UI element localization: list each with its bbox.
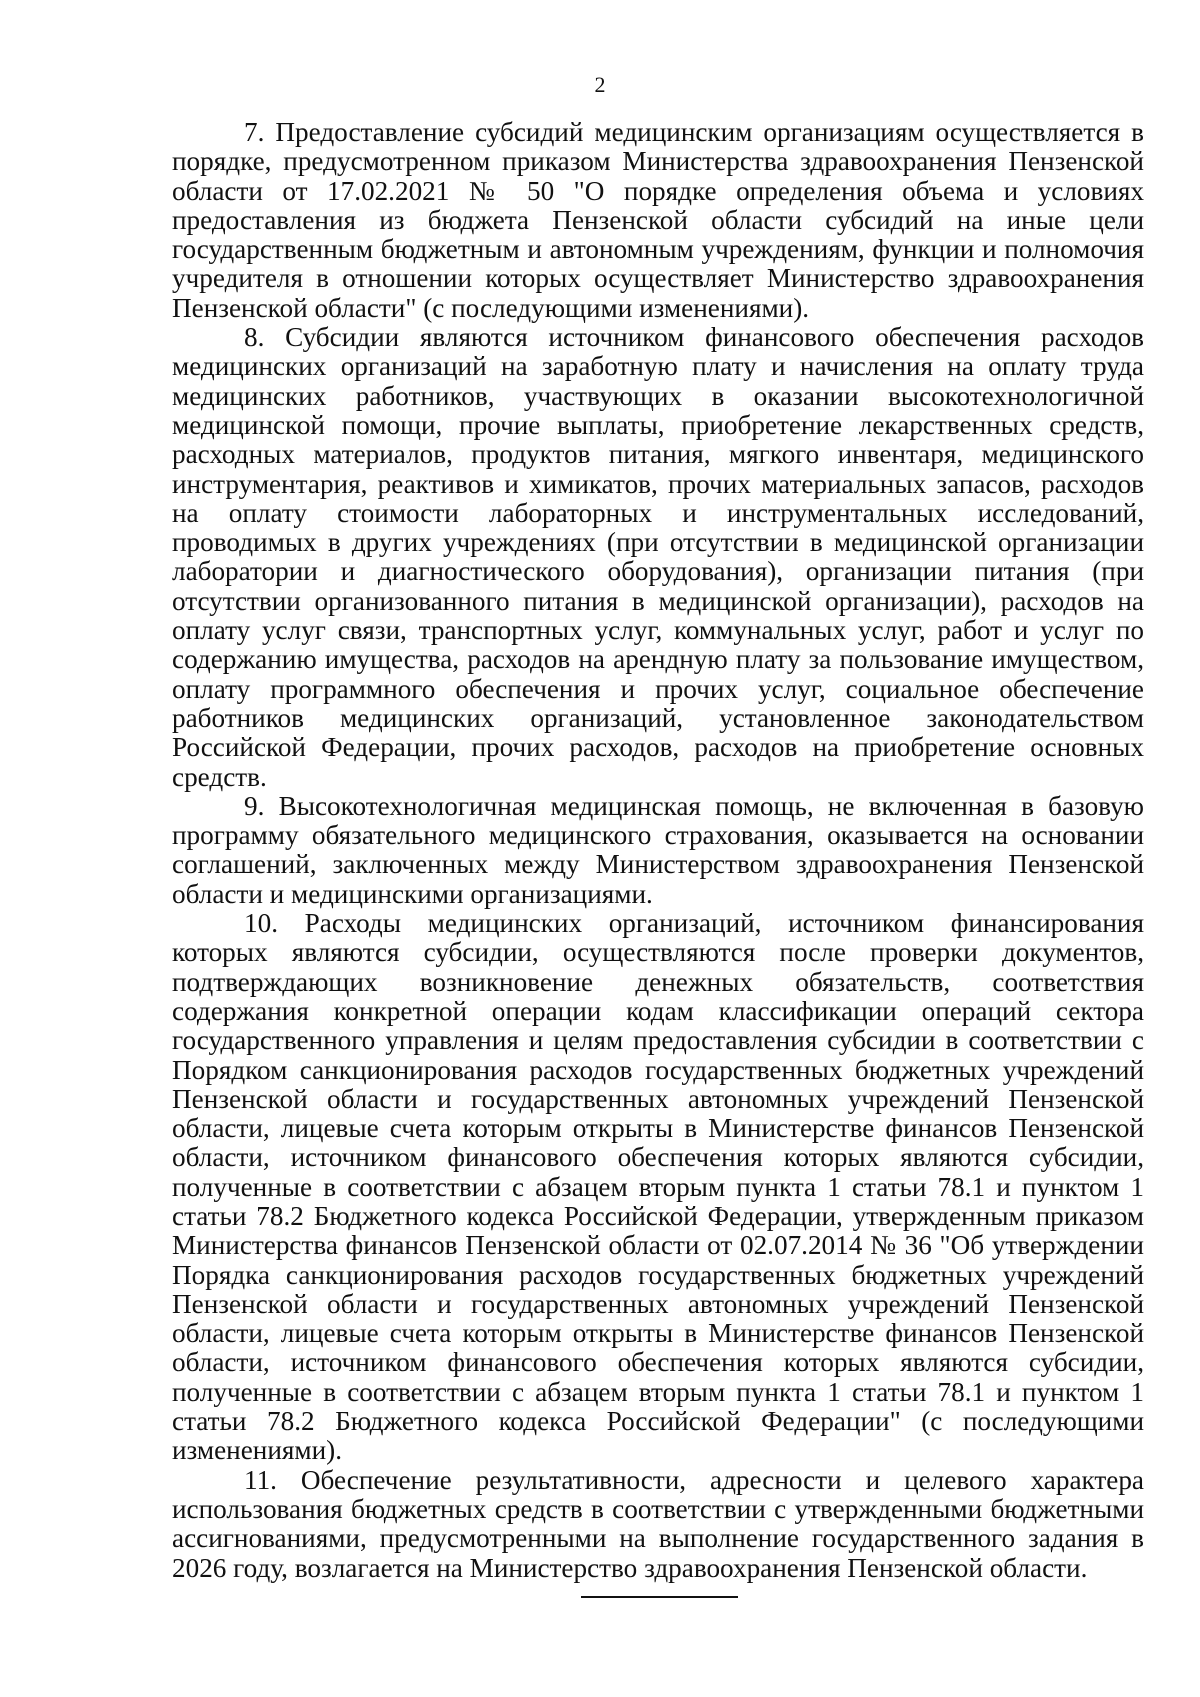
paragraph-10: 10. Расходы медицинских организаций, источником финансирования которых являются субсидии, осуществляются после проверки документов, подтверждающих возникновение денежных обязательств, соответствия содержания конкретной операции кодам классификации операций сектора государственного управления и целям предоставления субсидии в соответствии с Порядком санкционирования расходов государственных бюджетных учреждений Пензенской области и государственных автономных учреждений Пензенской области, лицевые счета которым открыты в Министерстве финансов Пензенской области, источником финансового обеспечения которых являются субсидии, полученные в соответствии с абзацем вторым пункта 1 статьи 78.1 и пунктом 1 статьи 78.2 Бюджетного кодекса Российской Федерации, утвержденным приказом Министерства финансов Пензенской области от 02.07.2014 № 36 "Об утверждении Порядка санкционирования расходов государственных бюджетных учреждений Пензенской области и государственных автономных учреждений Пензенской области, лицевые счета которым открыты в Министерстве финансов Пензенской области, источником финансового обеспечения которых являются субсидии, полученные в соответствии с абзацем вторым пункта 1 статьи 78.1 и пунктом 1 статьи 78.2 Бюджетного кодекса Российской Федерации" (с последующими изменениями). bbox=[172, 908, 1144, 1466]
end-of-document-rule bbox=[581, 1596, 738, 1598]
paragraph-8: 8. Субсидии являются источником финансового обеспечения расходов медицинских организаций на заработную плату и начисления на оплату труда медицинских работников, участвующих в оказании высокотехнологичной медицинской помощи, прочие выплаты, приобретение лекарственных средств, расходных материалов, продуктов питания, мягкого инвентаря, медицинского инструментария, реактивов и химикатов, прочих материальных запасов, расходов на оплату стоимости лабораторных и инструментальных исследований, проводимых в других учреждениях (при отсутствии в медицинской организации лаборатории и диагностического оборудования), организации питания (при отсутствии организованного питания в медицинской организации), расходов на оплату услуг связи, транспортных услуг, коммунальных услуг, работ и услуг по содержанию имущества, расходов на арендную плату за пользование имуществом, оплату программного обеспечения и прочих услуг, социальное обеспечение работников медицинских организаций, установленное законодательством Российской Федерации, прочих расходов, расходов на приобретение основных средств. bbox=[172, 322, 1144, 792]
page-number: 2 bbox=[594, 72, 606, 97]
paragraph-11: 11. Обеспечение результативности, адресности и целевого характера использования бюджетных средств в соответствии с утвержденными бюджетными ассигнованиями, предусмотренными на выполнение государственного задания в 2026 году, возлагается на Министерство здравоохранения Пензенской области. bbox=[172, 1464, 1144, 1583]
document-body bbox=[172, 118, 1144, 1583]
paragraph-7: 7. Предоставление субсидий медицинским организациям осуществляется в порядке, предусмотренном приказом Министерства здравоохранения Пензенской области от 17.02.2021 № 50 "О порядке определения объема и условиях предоставления из бюджета Пензенской области субсидий на иные цели государственным бюджетным и автономным учреждениям, функции и полномочия учредителя в отношении которых осуществляет Министерство здравоохранения Пензенской области" (с последующими изменениями). bbox=[172, 117, 1144, 323]
paragraph-9: 9. Высокотехнологичная медицинская помощь, не включенная в базовую программу обязательного медицинского страхования, оказывается на основании соглашений, заключенных между Министерством здравоохранения Пензенской области и медицинскими организациями. bbox=[172, 790, 1144, 909]
